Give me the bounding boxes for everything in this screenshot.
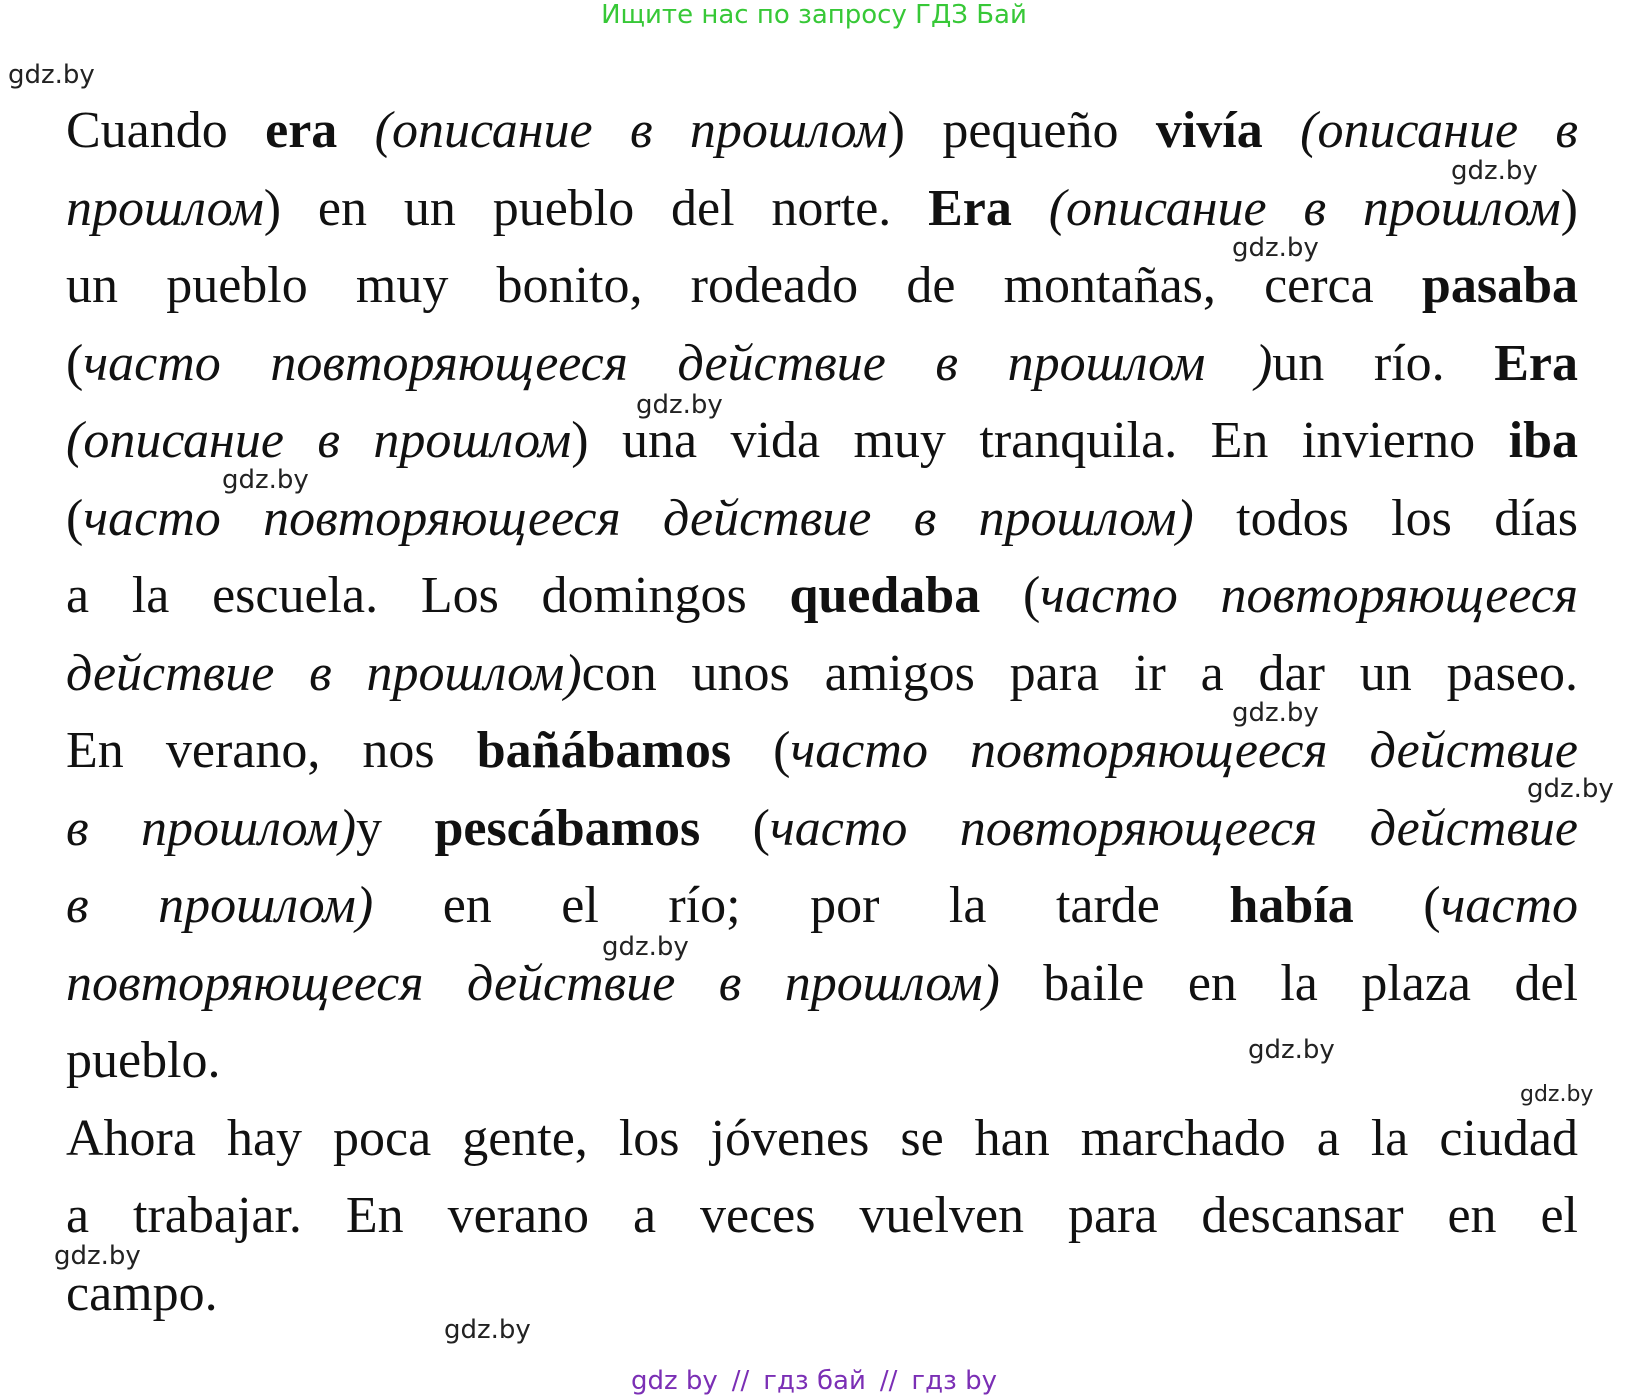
watermark: gdz.by bbox=[1451, 156, 1538, 186]
text-run: con unos amigos para ir a dar un paseo. bbox=[581, 644, 1578, 702]
comment-run: (описание в прошлом bbox=[66, 412, 572, 469]
text-line bbox=[66, 945, 1578, 1023]
text-line bbox=[66, 480, 1578, 558]
watermark: gdz.by bbox=[1520, 1082, 1594, 1107]
comment-run: в прошлом) bbox=[66, 877, 374, 934]
text-line bbox=[66, 712, 1578, 790]
text-line: pueblo. bbox=[66, 1032, 221, 1089]
text-line bbox=[66, 325, 1578, 403]
watermark: gdz.by bbox=[54, 1241, 141, 1271]
text-run: ( bbox=[980, 567, 1041, 624]
comment-run: действие в прошлом) bbox=[66, 644, 582, 702]
text-run: y bbox=[356, 799, 435, 857]
text-run: Cuando bbox=[66, 102, 266, 159]
text-line bbox=[66, 790, 1578, 868]
text-run: baile en la plaza del bbox=[999, 954, 1578, 1012]
text-line: Ahora hay poca gente, los jóvenes se han marchado a la ciudad bbox=[66, 1109, 1578, 1167]
answer-text bbox=[66, 92, 1578, 1332]
verb-highlight: había bbox=[1229, 877, 1354, 934]
text-line bbox=[66, 557, 1578, 635]
text-run: a la escuela. Los domingos bbox=[66, 567, 790, 624]
text-run: un río. bbox=[1272, 334, 1495, 392]
text-line: campo. bbox=[66, 1264, 218, 1322]
verb-highlight: quedaba bbox=[789, 567, 981, 624]
watermark: gdz.by bbox=[444, 1315, 531, 1345]
verb-highlight: pescábamos bbox=[434, 799, 701, 857]
footer-separator: // bbox=[879, 1366, 898, 1396]
text-run: ( bbox=[1353, 877, 1441, 934]
text-run: ) en un pueblo del norte. bbox=[263, 179, 929, 237]
comment-run: (описание в прошлом bbox=[337, 102, 888, 159]
verb-highlight: Era bbox=[928, 179, 1012, 237]
text-line: a trabajar. En verano a veces vuelven para descansar en el bbox=[66, 1187, 1578, 1244]
text-run: ( bbox=[700, 799, 770, 857]
watermark: gdz.by bbox=[602, 932, 689, 962]
footer-links bbox=[0, 1366, 1628, 1396]
footer-link[interactable]: gdz by bbox=[630, 1366, 718, 1396]
text-line bbox=[66, 867, 1578, 945]
text-line bbox=[66, 402, 1578, 480]
comment-run: (описание в bbox=[1262, 102, 1578, 159]
footer-separator: // bbox=[731, 1366, 750, 1396]
comment-run: часто bbox=[1440, 877, 1579, 934]
text-run: ( bbox=[731, 722, 791, 779]
comment-run: часто повторяющееся действие bbox=[790, 722, 1578, 779]
comment-run: часто повторяющееся действие в прошлом ) bbox=[83, 334, 1273, 392]
text-run: ) una vida muy tranquila. En invierno bbox=[571, 412, 1509, 469]
text-line bbox=[66, 92, 1578, 170]
verb-highlight: bañábamos bbox=[476, 722, 732, 779]
watermark: gdz.by bbox=[636, 390, 723, 420]
verb-highlight: iba bbox=[1508, 412, 1578, 469]
search-banner: Ищите нас по запросу ГДЗ Бай bbox=[601, 0, 1027, 30]
comment-run: часто повторяющееся действие в прошлом) bbox=[83, 489, 1194, 547]
watermark: gdz.by bbox=[1527, 774, 1614, 804]
text-line bbox=[66, 170, 1578, 248]
text-run: ( bbox=[66, 334, 84, 392]
verb-highlight: Era bbox=[1494, 334, 1579, 392]
footer-link[interactable]: гдз by bbox=[911, 1366, 998, 1396]
footer-link[interactable]: гдз бай bbox=[763, 1366, 866, 1396]
comment-run: повторяющееся действие в прошлом) bbox=[66, 954, 1000, 1012]
text-run: ( bbox=[66, 489, 84, 547]
watermark: gdz.by bbox=[1248, 1035, 1335, 1065]
text-run: en el río; por la tarde bbox=[373, 877, 1230, 934]
text-run: ) pequeño bbox=[887, 102, 1156, 159]
comment-run: (описание в прошлом bbox=[1011, 179, 1561, 237]
verb-highlight: era bbox=[265, 102, 338, 159]
text-run: ) bbox=[1560, 179, 1578, 237]
watermark: gdz.by bbox=[1232, 698, 1319, 728]
watermark: gdz.by bbox=[1232, 233, 1319, 263]
text-run: un pueblo muy bonito, rodeado de montañas, cerca bbox=[66, 257, 1422, 314]
comment-run: часто повторяющееся bbox=[1040, 567, 1578, 624]
comment-run: в прошлом) bbox=[66, 799, 357, 857]
comment-run: часто повторяющееся действие bbox=[769, 799, 1579, 857]
watermark: gdz.by bbox=[222, 465, 309, 495]
text-line bbox=[66, 635, 1578, 713]
text-run: todos los días bbox=[1193, 489, 1579, 547]
text-run: En verano, nos bbox=[66, 722, 477, 779]
verb-highlight: vivía bbox=[1155, 102, 1263, 159]
text-line bbox=[66, 247, 1578, 325]
comment-run: прошлом bbox=[66, 179, 264, 237]
watermark: gdz.by bbox=[8, 60, 95, 90]
verb-highlight: pasaba bbox=[1421, 257, 1578, 314]
